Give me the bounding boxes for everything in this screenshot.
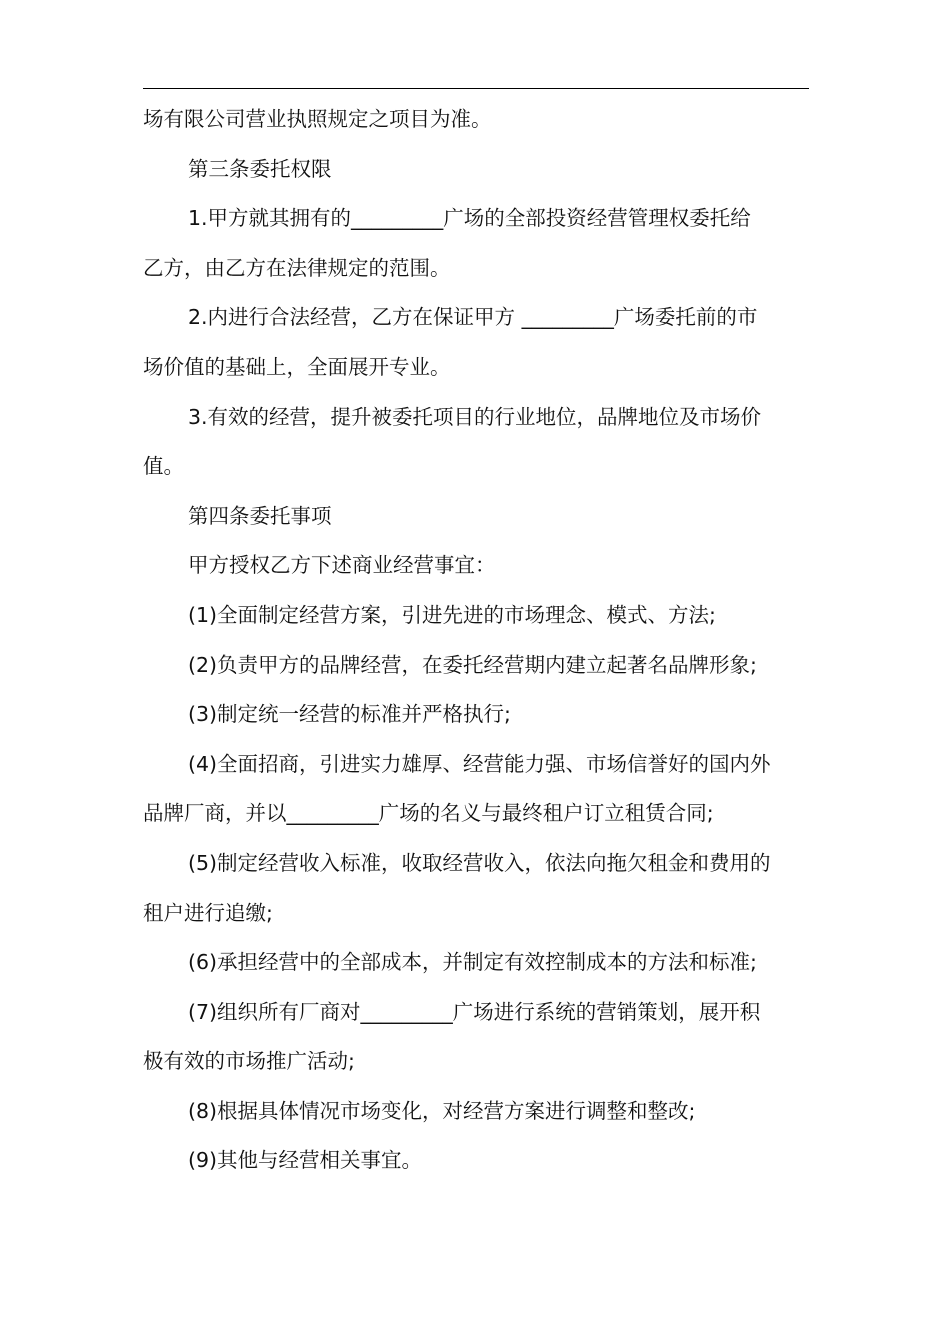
text-line: 租户进行追缴; xyxy=(143,900,273,925)
list-item: (5)制定经营收入标准，收取经营收入，依法向拖欠租金和费用的 xyxy=(188,850,771,875)
text-line: 乙方，由乙方在法律规定的范围。 xyxy=(143,255,451,280)
text-line: 2.内进行合法经营，乙方在保证甲方 _________广场委托前的市 xyxy=(188,305,758,330)
list-item: (4)全面招商，引进实力雄厚、经营能力强、市场信誉好的国内外 xyxy=(188,751,771,776)
list-item: (8)根据具体情况市场变化，对经营方案进行调整和整改; xyxy=(188,1098,696,1123)
header-rule xyxy=(143,88,809,89)
text-line: 值。 xyxy=(143,454,184,479)
list-item: (7)组织所有厂商对_________广场进行系统的营销策划，展开积 xyxy=(188,999,761,1024)
document-body xyxy=(143,95,811,1186)
text-line: 1.甲方就其拥有的_________广场的全部投资经营管理权委托给 xyxy=(188,206,751,231)
list-item: (1)全面制定经营方案，引进先进的市场理念、模式、方法; xyxy=(188,602,716,627)
text-line: 极有效的市场推广活动; xyxy=(143,1049,355,1074)
text-line: 场价值的基础上，全面展开专业。 xyxy=(143,354,451,379)
list-item: (6)承担经营中的全部成本，并制定有效控制成本的方法和标准; xyxy=(188,950,757,975)
list-item: (9)其他与经营相关事宜。 xyxy=(188,1148,423,1173)
section-heading: 第四条委托事项 xyxy=(188,503,332,528)
section-heading: 第三条委托权限 xyxy=(188,156,332,181)
list-item: (2)负责甲方的品牌经营，在委托经营期内建立起著名品牌形象; xyxy=(188,652,757,677)
text-line: 甲方授权乙方下述商业经营事宜： xyxy=(188,553,496,578)
text-line: 品牌厂商，并以_________广场的名义与最终租户订立租赁合同; xyxy=(143,801,714,826)
text-line: 场有限公司营业执照规定之项目为准。 xyxy=(143,107,492,131)
text-line: 3.有效的经营，提升被委托项目的行业地位，品牌地位及市场价 xyxy=(188,404,762,429)
list-item: (3)制定统一经营的标准并严格执行; xyxy=(188,702,511,727)
